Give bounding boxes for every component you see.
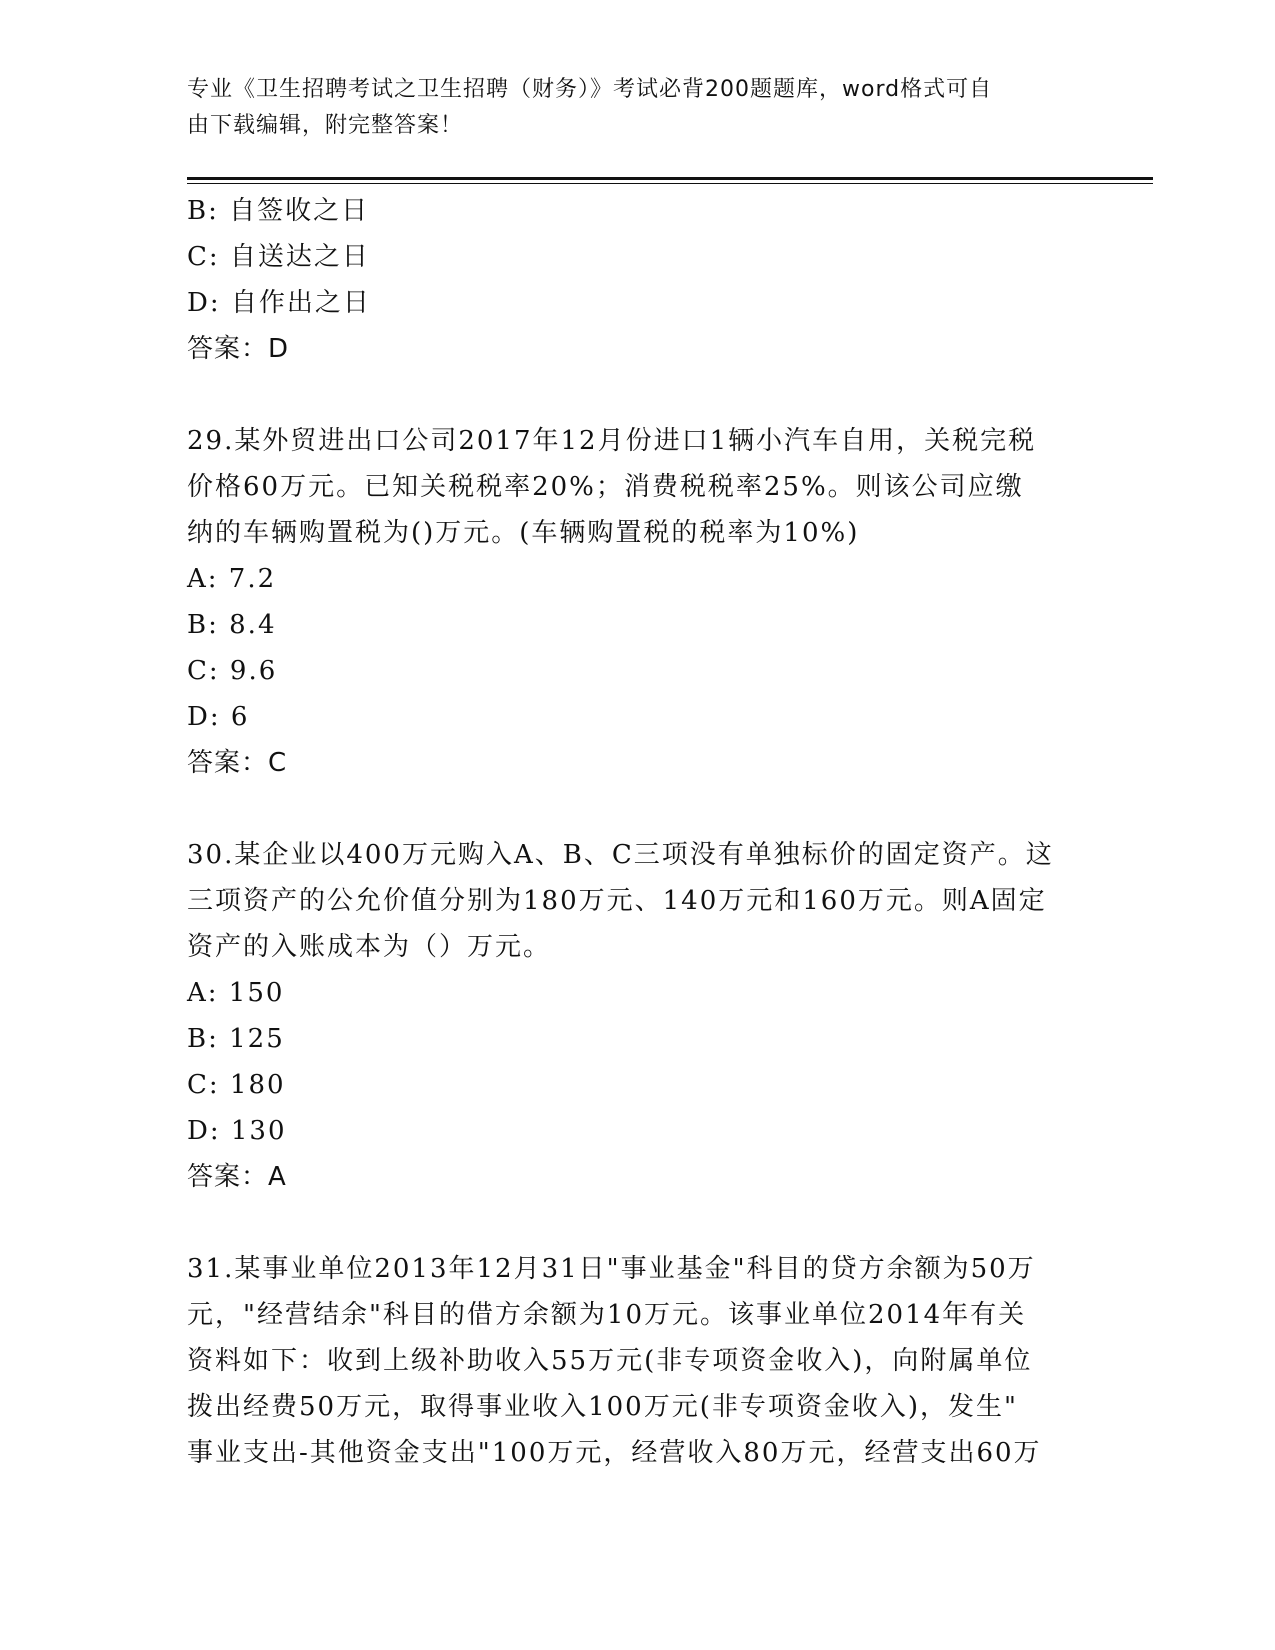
option-d: D: 自作出之日: [187, 288, 371, 318]
option-b: B: 125: [187, 1024, 285, 1054]
question-text-line: 拨出经费50万元，取得事业收入100万元(非专项资金收入)，发生": [187, 1392, 1018, 1422]
header-divider-thin: [187, 183, 1153, 184]
answer-line: 答案：D: [187, 334, 290, 364]
option-d: D: 130: [187, 1116, 287, 1146]
question-text-line: 纳的车辆购置税为()万元。(车辆购置税的税率为10%): [187, 518, 860, 548]
option-c: C: 9.6: [187, 656, 278, 686]
question-text-line: 资料如下：收到上级补助收入55万元(非专项资金收入)，向附属单位: [187, 1346, 1033, 1376]
option-a: A: 7.2: [187, 564, 277, 594]
spacer: [187, 372, 1087, 418]
document-header: [187, 72, 1067, 144]
header-title-line-1: 专业《卫生招聘考试之卫生招聘（财务）》考试必背200题题库，word格式可自: [187, 77, 993, 102]
option-a: A: 150: [187, 978, 285, 1008]
question-text-line: 三项资产的公允价值分别为180万元、140万元和160万元。则A固定: [187, 886, 1047, 916]
document-body: [187, 188, 1087, 1476]
spacer: [187, 786, 1087, 832]
question-31: [187, 1246, 1087, 1476]
question-text-line: 价格60万元。已知关税税率20%；消费税税率25%。则该公司应缴: [187, 472, 1024, 502]
question-text-line: 29.某外贸进出口公司2017年12月份进口1辆小汽车自用，关税完税: [187, 426, 1037, 456]
option-d: D: 6: [187, 702, 250, 732]
question-29: [187, 418, 1087, 786]
header-title-line-2: 由下载编辑，附完整答案！: [187, 113, 464, 138]
option-c: C: 自送达之日: [187, 242, 370, 272]
spacer: [187, 1200, 1087, 1246]
option-c: C: 180: [187, 1070, 286, 1100]
question-text-line: 30.某企业以400万元购入A、B、C三项没有单独标价的固定资产。这: [187, 840, 1054, 870]
question-30: [187, 832, 1087, 1200]
question-text-line: 资产的入账成本为（）万元。: [187, 932, 552, 962]
option-b: B: 自签收之日: [187, 196, 370, 226]
header-divider-thick: [187, 177, 1153, 180]
answer-line: 答案：C: [187, 748, 288, 778]
option-b: B: 8.4: [187, 610, 277, 640]
question-text-line: 31.某事业单位2013年12月31日"事业基金"科目的贷方余额为50万: [187, 1254, 1036, 1284]
question-text-line: 元，"经营结余"科目的借方余额为10万元。该事业单位2014年有关: [187, 1300, 1027, 1330]
question-text-line: 事业支出-其他资金支出"100万元，经营收入80万元，经营支出60万: [187, 1438, 1042, 1468]
question-28-continued: [187, 188, 1087, 372]
answer-line: 答案：A: [187, 1162, 287, 1192]
